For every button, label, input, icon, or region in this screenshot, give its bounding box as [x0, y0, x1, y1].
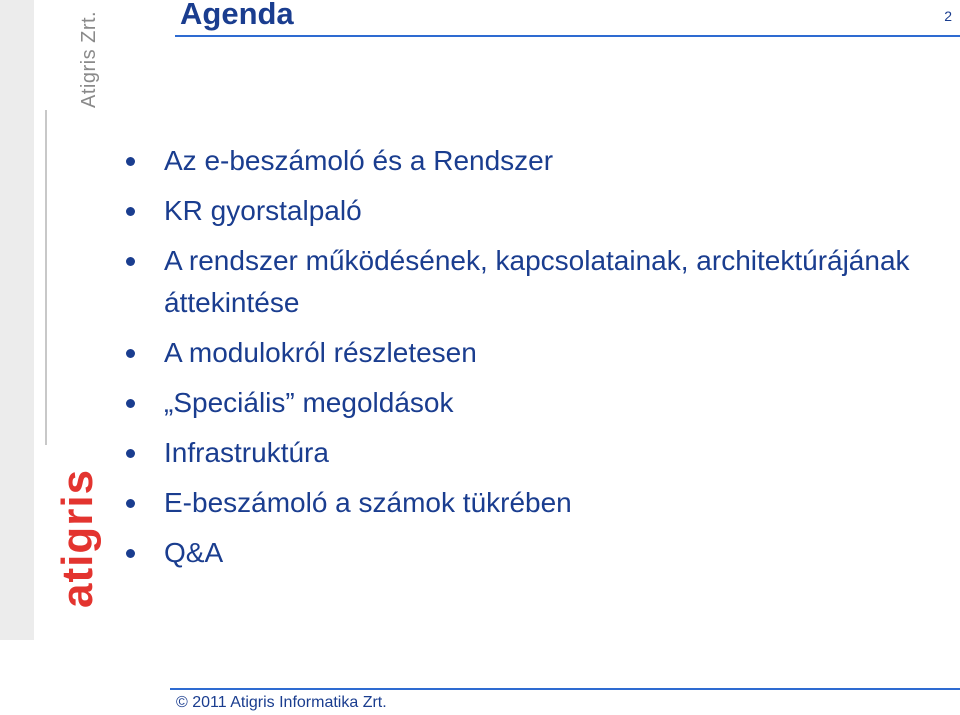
atigris-logo: atigris — [53, 468, 102, 608]
page-number: 2 — [944, 8, 952, 24]
side-strip — [0, 0, 34, 640]
agenda-item: Infrastruktúra — [118, 432, 938, 474]
agenda-item: Q&A — [118, 532, 938, 574]
agenda-item: „Speciális” megoldások — [118, 382, 938, 424]
agenda-item: A rendszer működésének, kapcsolatainak, architektúrájának áttekintése — [118, 240, 938, 324]
logo-divider — [45, 110, 47, 445]
slide-title: Agenda — [180, 0, 294, 31]
agenda-item: A modulokról részletesen — [118, 332, 938, 374]
agenda-list — [118, 140, 938, 582]
agenda-item: E-beszámoló a számok tükrében — [118, 482, 938, 524]
footer-divider — [170, 688, 960, 690]
title-underline — [175, 35, 960, 37]
footer-copyright: © 2011 Atigris Informatika Zrt. — [176, 694, 387, 711]
agenda-item: KR gyorstalpaló — [118, 190, 938, 232]
company-name-vertical: Atigris Zrt. — [78, 10, 100, 108]
agenda-item: Az e-beszámoló és a Rendszer — [118, 140, 938, 182]
